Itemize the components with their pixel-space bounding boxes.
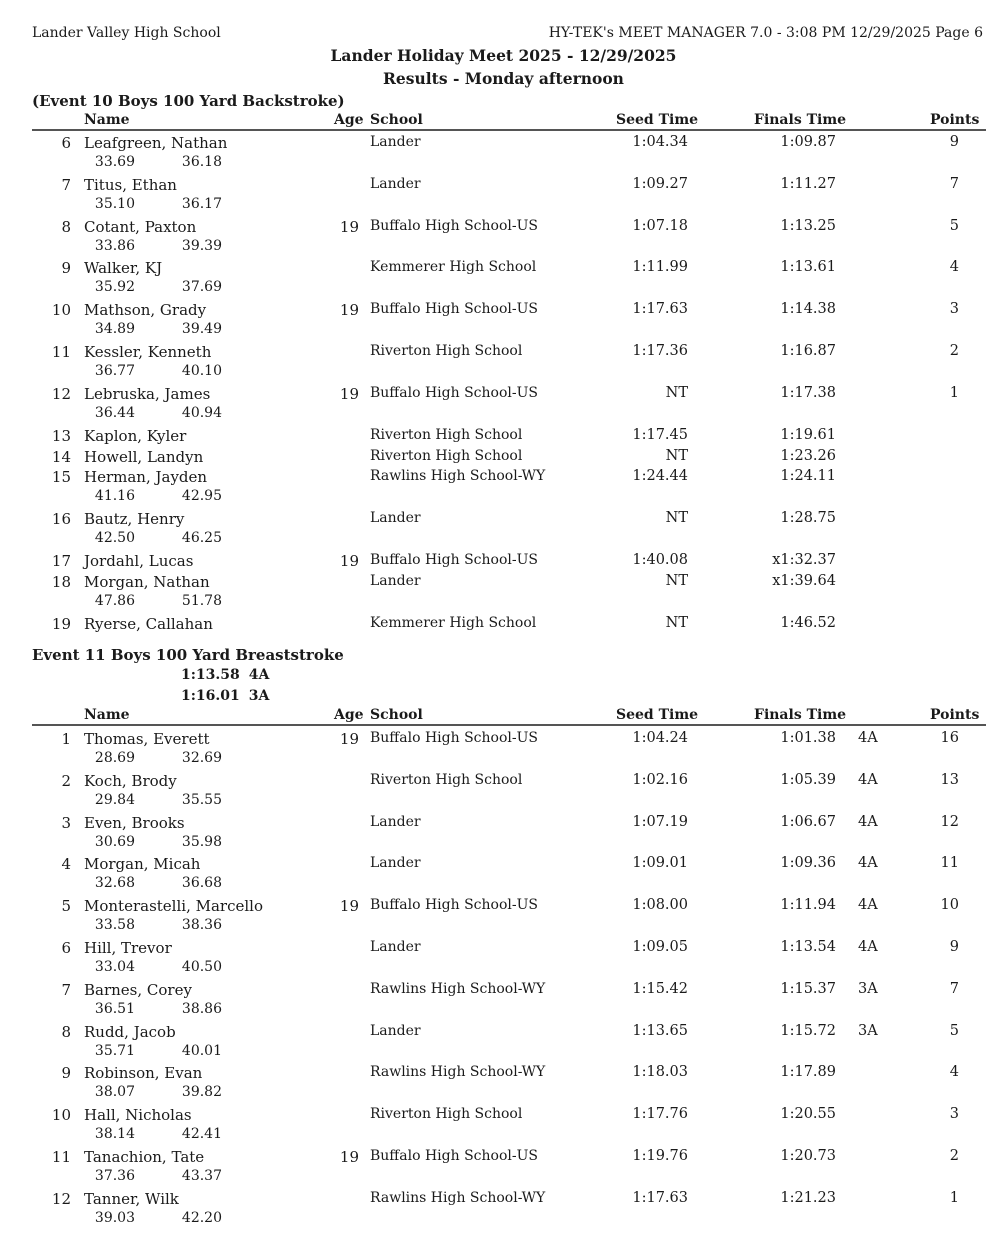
seed-time: NT [665, 572, 688, 589]
result-row [0, 939, 1007, 959]
split-time: 30.69 [94, 833, 135, 850]
finals-time: 1:24.11 [780, 468, 836, 485]
column-header-row [0, 112, 1007, 130]
seed-time: 1:15.42 [632, 980, 688, 997]
split-time: 47.86 [94, 592, 135, 609]
school-name: Riverton High School [370, 447, 523, 464]
split-times [0, 1126, 400, 1144]
seed-time: 1:09.05 [632, 939, 688, 955]
finals-time: 1:06.67 [780, 813, 836, 830]
result-row [0, 343, 1007, 363]
result-row [0, 1023, 1007, 1043]
place: 10 [51, 301, 71, 320]
points: 9 [949, 134, 959, 150]
qualifying-standard [181, 688, 269, 704]
school-name: Riverton High School [370, 1106, 523, 1123]
school-name: Buffalo High School-US [370, 301, 538, 318]
split-time: 29.84 [94, 791, 135, 808]
seed-time: 1:17.45 [632, 426, 688, 443]
split-time: 46.25 [181, 530, 222, 547]
time-standard: 4A [858, 939, 878, 955]
split-time: 39.39 [181, 237, 222, 254]
split-time: 42.95 [181, 488, 222, 505]
split-time: 38.14 [94, 1126, 135, 1143]
swimmer-name: Monterastelli, Marcello [84, 897, 263, 916]
finals-time: 1:05.39 [780, 771, 836, 788]
header-rule [32, 724, 986, 726]
seed-time: 1:13.65 [632, 1022, 688, 1039]
seed-time: 1:17.63 [632, 1189, 688, 1206]
split-times [0, 363, 400, 381]
result-row [0, 385, 1007, 405]
place: 9 [61, 259, 71, 278]
seed-time: 1:09.01 [632, 855, 688, 872]
place: 18 [51, 572, 71, 591]
seed-time: NT [665, 384, 688, 401]
place: 3 [61, 813, 71, 832]
points: 13 [940, 771, 959, 788]
split-time: 36.18 [181, 153, 222, 170]
points: 7 [949, 175, 959, 192]
place: 15 [51, 468, 71, 487]
split-times [0, 917, 400, 935]
place: 13 [51, 426, 71, 445]
column-header-points: Points [930, 707, 980, 723]
split-time: 35.10 [94, 195, 135, 212]
points: 5 [949, 217, 959, 234]
qualifying-standard [181, 667, 269, 683]
finals-time: 1:14.38 [780, 301, 836, 318]
result-row [0, 468, 1007, 488]
seed-time: NT [665, 510, 688, 527]
school-name: Buffalo High School-US [370, 552, 538, 568]
seed-time: 1:07.19 [632, 813, 688, 830]
split-times [0, 1001, 400, 1019]
place: 14 [51, 447, 71, 466]
finals-time: 1:11.27 [780, 175, 836, 192]
split-time: 32.69 [181, 749, 222, 766]
age: 19 [339, 552, 359, 570]
seed-time: 1:24.44 [632, 468, 688, 485]
place: 12 [51, 384, 71, 403]
finals-time: 1:15.72 [780, 1022, 836, 1039]
finals-time: 1:11.94 [780, 897, 836, 914]
seed-time: 1:18.03 [632, 1064, 688, 1081]
session-title: Results - Monday afternoon [383, 69, 624, 88]
points: 2 [949, 343, 959, 359]
result-row [0, 897, 1007, 917]
split-times [0, 488, 400, 506]
place: 8 [61, 1022, 71, 1041]
finals-time: 1:13.54 [780, 939, 836, 955]
place: 6 [61, 939, 71, 957]
seed-time: 1:17.76 [632, 1106, 688, 1123]
split-time: 36.68 [181, 875, 222, 892]
age: 19 [339, 301, 359, 320]
result-row [0, 772, 1007, 792]
place: 2 [61, 771, 71, 790]
result-row [0, 1148, 1007, 1168]
swimmer-name: Tanachion, Tate [84, 1148, 205, 1166]
split-time: 33.04 [94, 958, 135, 975]
points: 3 [949, 1106, 959, 1123]
organization-name: Lander Valley High School [32, 25, 221, 41]
place: 16 [51, 510, 71, 529]
split-time: 38.36 [181, 917, 222, 934]
place: 17 [51, 552, 71, 570]
swimmer-name: Kaplon, Kyler [84, 426, 187, 445]
time-standard: 4A [858, 771, 878, 788]
split-times [0, 1168, 400, 1186]
time-standard: 4A [858, 813, 878, 830]
swimmer-name: Walker, KJ [84, 259, 163, 278]
seed-time: 1:08.00 [632, 897, 688, 914]
school-name: Lander [370, 572, 421, 589]
standard-time: 1:16.01 [181, 688, 240, 704]
column-header-age: Age [334, 707, 364, 723]
swimmer-name: Morgan, Micah [84, 855, 201, 874]
swimmer-name: Mathson, Grady [84, 301, 207, 320]
result-row [0, 1106, 1007, 1126]
finals-time: 1:09.87 [780, 134, 836, 150]
place: 7 [61, 175, 71, 194]
split-time: 38.07 [94, 1084, 135, 1101]
swimmer-name: Ryerse, Callahan [84, 614, 213, 633]
school-name: Riverton High School [370, 343, 523, 359]
split-time: 39.49 [181, 321, 222, 338]
points: 9 [949, 939, 959, 955]
seed-time: 1:07.18 [632, 217, 688, 234]
result-row [0, 730, 1007, 750]
age: 19 [339, 384, 359, 403]
result-row [0, 510, 1007, 530]
finals-time: x1:39.64 [772, 572, 836, 589]
result-row [0, 176, 1007, 196]
software-info: HY-TEK's MEET MANAGER 7.0 - 3:08 PM 12/29/2025 Page 6 [548, 25, 983, 41]
time-standard: 3A [858, 980, 878, 997]
finals-time: 1:17.89 [780, 1064, 836, 1081]
place: 10 [51, 1106, 71, 1125]
standard-time: 1:13.58 [181, 667, 240, 683]
swimmer-name: Hall, Nicholas [84, 1106, 192, 1125]
place: 19 [51, 614, 71, 633]
split-time: 40.01 [181, 1042, 222, 1059]
column-header-seed-time: Seed Time [616, 112, 699, 128]
place: 6 [61, 134, 71, 152]
split-time: 33.86 [94, 237, 135, 254]
finals-time: 1:15.37 [780, 980, 836, 997]
split-time: 40.10 [181, 362, 222, 379]
result-row [0, 615, 1007, 635]
split-time: 36.44 [94, 404, 135, 421]
place: 5 [61, 897, 71, 916]
swimmer-name: Jordahl, Lucas [84, 552, 194, 570]
seed-time: NT [665, 614, 688, 631]
points: 1 [949, 1189, 959, 1206]
finals-time: 1:20.55 [780, 1106, 836, 1123]
place: 7 [61, 980, 71, 999]
split-time: 35.98 [181, 833, 222, 850]
split-times [0, 834, 400, 852]
split-times [0, 238, 400, 256]
school-name: Buffalo High School-US [370, 730, 538, 746]
school-name: Kemmerer High School [370, 614, 537, 631]
result-row [0, 552, 1007, 572]
school-name: Lander [370, 510, 421, 527]
split-times [0, 405, 400, 423]
column-header-name: Name [84, 112, 130, 128]
split-time: 39.03 [94, 1209, 135, 1226]
result-row [0, 448, 1007, 468]
swimmer-name: Herman, Jayden [84, 468, 208, 487]
school-name: Rawlins High School-WY [370, 468, 546, 485]
school-name: Lander [370, 1022, 421, 1039]
meet-title: Lander Holiday Meet 2025 - 12/29/2025 [330, 46, 677, 65]
split-time: 33.69 [94, 153, 135, 170]
swimmer-name: Thomas, Everett [84, 730, 210, 748]
swimmer-name: Bautz, Henry [84, 510, 185, 529]
swimmer-name: Barnes, Corey [84, 980, 192, 999]
school-name: Buffalo High School-US [370, 384, 538, 401]
place: 9 [61, 1064, 71, 1083]
event-title: Event 11 Boys 100 Yard Breaststroke [32, 646, 344, 664]
seed-time: 1:17.63 [632, 301, 688, 318]
place: 1 [61, 730, 71, 748]
swimmer-name: Koch, Brody [84, 771, 177, 790]
place: 11 [51, 1148, 71, 1166]
swimmer-name: Leafgreen, Nathan [84, 134, 228, 152]
split-times [0, 750, 400, 768]
column-header-finals-time: Finals Time [754, 707, 847, 723]
swimmer-name: Titus, Ethan [84, 175, 177, 194]
split-times [0, 593, 400, 611]
seed-time: 1:04.24 [632, 730, 688, 746]
place: 4 [61, 855, 71, 874]
split-times [0, 279, 400, 297]
school-name: Riverton High School [370, 426, 523, 443]
column-header-points: Points [930, 112, 980, 128]
split-time: 40.94 [181, 404, 222, 421]
split-times [0, 875, 400, 893]
seed-time: 1:17.36 [632, 343, 688, 359]
age: 19 [339, 730, 359, 748]
split-time: 42.41 [181, 1126, 222, 1143]
split-times [0, 154, 400, 172]
split-times [0, 1084, 400, 1102]
seed-time: 1:02.16 [632, 771, 688, 788]
seed-time: 1:40.08 [632, 552, 688, 568]
split-time: 38.86 [181, 1000, 222, 1017]
place: 8 [61, 217, 71, 236]
time-standard: 3A [858, 1022, 878, 1039]
swimmer-name: Hill, Trevor [84, 939, 172, 957]
split-time: 36.17 [181, 195, 222, 212]
place: 12 [51, 1189, 71, 1208]
finals-time: 1:20.73 [780, 1148, 836, 1164]
points: 5 [949, 1022, 959, 1039]
standard-label: 4A [248, 667, 270, 683]
split-time: 36.77 [94, 362, 135, 379]
school-name: Riverton High School [370, 771, 523, 788]
swimmer-name: Howell, Landyn [84, 447, 204, 466]
split-time: 35.92 [94, 279, 135, 296]
result-row [0, 814, 1007, 834]
column-header-finals-time: Finals Time [754, 112, 847, 128]
school-name: Kemmerer High School [370, 259, 537, 276]
standard-label: 3A [248, 688, 270, 704]
split-time: 35.71 [94, 1042, 135, 1059]
age: 19 [339, 217, 359, 236]
finals-time: x1:32.37 [772, 552, 836, 568]
swimmer-name: Lebruska, James [84, 384, 211, 403]
split-times [0, 959, 400, 977]
column-header-school: School [370, 707, 423, 723]
split-time: 41.16 [94, 488, 135, 505]
split-time: 43.37 [181, 1167, 222, 1184]
finals-time: 1:28.75 [780, 510, 836, 527]
result-row [0, 573, 1007, 593]
seed-time: 1:11.99 [632, 259, 688, 276]
finals-time: 1:13.25 [780, 217, 836, 234]
result-row [0, 1064, 1007, 1084]
split-times [0, 792, 400, 810]
time-standard: 4A [858, 897, 878, 914]
school-name: Lander [370, 813, 421, 830]
result-row [0, 855, 1007, 875]
result-row [0, 301, 1007, 321]
swimmer-name: Rudd, Jacob [84, 1022, 176, 1041]
result-row [0, 981, 1007, 1001]
split-times [0, 530, 400, 548]
school-name: Rawlins High School-WY [370, 980, 546, 997]
swimmer-name: Cotant, Paxton [84, 217, 197, 236]
result-row [0, 218, 1007, 238]
time-standard: 4A [858, 730, 878, 746]
result-row [0, 1190, 1007, 1210]
seed-time: 1:09.27 [632, 175, 688, 192]
column-header-name: Name [84, 707, 130, 723]
column-header-school: School [370, 112, 423, 128]
split-time: 42.50 [94, 530, 135, 547]
swimmer-name: Robinson, Evan [84, 1064, 203, 1083]
result-row [0, 427, 1007, 447]
split-time: 40.50 [181, 958, 222, 975]
points: 4 [949, 1064, 959, 1081]
split-time: 51.78 [181, 592, 222, 609]
split-time: 37.36 [94, 1167, 135, 1184]
seed-time: NT [665, 447, 688, 464]
event-title: (Event 10 Boys 100 Yard Backstroke) [32, 92, 345, 110]
points: 2 [949, 1148, 959, 1164]
finals-time: 1:21.23 [780, 1189, 836, 1206]
school-name: Buffalo High School-US [370, 217, 538, 234]
points: 7 [949, 980, 959, 997]
result-row [0, 134, 1007, 154]
result-row [0, 259, 1007, 279]
split-time: 34.89 [94, 321, 135, 338]
points: 11 [940, 855, 959, 872]
school-name: Buffalo High School-US [370, 897, 538, 914]
split-time: 28.69 [94, 749, 135, 766]
column-header-age: Age [334, 112, 364, 128]
column-header-row [0, 707, 1007, 725]
age: 19 [339, 897, 359, 916]
seed-time: 1:04.34 [632, 134, 688, 150]
seed-time: 1:19.76 [632, 1148, 688, 1164]
points: 12 [940, 813, 959, 830]
finals-time: 1:09.36 [780, 855, 836, 872]
split-time: 42.20 [181, 1209, 222, 1226]
school-name: Rawlins High School-WY [370, 1064, 546, 1081]
header-rule [32, 129, 986, 131]
points: 4 [949, 259, 959, 276]
split-times [0, 321, 400, 339]
points: 10 [940, 897, 959, 914]
swimmer-name: Kessler, Kenneth [84, 343, 212, 361]
school-name: Lander [370, 175, 421, 192]
points: 3 [949, 301, 959, 318]
split-time: 35.55 [181, 791, 222, 808]
age: 19 [339, 1148, 359, 1166]
finals-time: 1:17.38 [780, 384, 836, 401]
finals-time: 1:16.87 [780, 343, 836, 359]
split-time: 33.58 [94, 917, 135, 934]
school-name: Buffalo High School-US [370, 1148, 538, 1164]
place: 11 [51, 343, 71, 361]
finals-time: 1:46.52 [780, 614, 836, 631]
finals-time: 1:23.26 [780, 447, 836, 464]
points: 16 [940, 730, 959, 746]
finals-time: 1:01.38 [780, 730, 836, 746]
school-name: Lander [370, 939, 421, 955]
finals-time: 1:19.61 [780, 426, 836, 443]
column-header-seed-time: Seed Time [616, 707, 699, 723]
swimmer-name: Morgan, Nathan [84, 572, 210, 591]
split-time: 32.68 [94, 875, 135, 892]
school-name: Rawlins High School-WY [370, 1189, 546, 1206]
finals-time: 1:13.61 [780, 259, 836, 276]
time-standard: 4A [858, 855, 878, 872]
swimmer-name: Tanner, Wilk [84, 1189, 179, 1208]
split-times [0, 196, 400, 214]
split-time: 39.82 [181, 1084, 222, 1101]
school-name: Lander [370, 134, 421, 150]
school-name: Lander [370, 855, 421, 872]
split-times [0, 1210, 400, 1228]
split-time: 37.69 [181, 279, 222, 296]
split-times [0, 1043, 400, 1061]
split-time: 36.51 [94, 1000, 135, 1017]
swimmer-name: Even, Brooks [84, 813, 185, 832]
points: 1 [949, 384, 959, 401]
